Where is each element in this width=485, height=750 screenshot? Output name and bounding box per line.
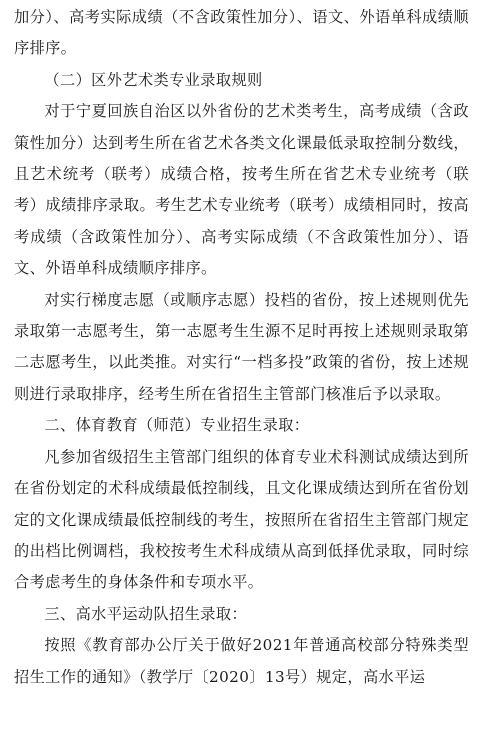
paragraph-pe-admission: 凡参加省级招生主管部门组织的体育专业术科测试成绩达到所在省份划定的术科成绩最低控制线，且文化课成绩达到所在省份划定的文化课成绩最低控制线的考生，按照所在省招生主管部门规定的出档比例调档，我校按考生术科成绩从高到低择优录取，同时综合考虑考生的身体条件和专项水平。 xyxy=(14,447,469,592)
paragraph-art-admission-rules: 对于宁夏回族自治区以外省份的艺术类考生，高考成绩（含政策性加分）达到考生所在省艺术各类文化课最低录取控制分数线，且艺术统考（联考）成绩合格，按考生所在省艺术专业统考（联考）成绩排序录取。考生艺术专业统考（联考）成绩相同时，按高考成绩（含政策性加分）、高考实际成绩（不含政策性加分）、语文、外语单科成绩顺序排序。 xyxy=(14,102,469,278)
section-heading-art-outside-region: （二）区外艺术类专业录取规则 xyxy=(44,70,263,89)
paragraph-sports-team-notice: 按照《教育部办公厅关于做好2021年普通高校部分特殊类型招生工作的通知》（教学厅〔2020〕13号）规定，高水平运 xyxy=(14,636,469,686)
paragraph-1: 加分）、高考实际成绩（不含政策性加分）、语文、外语单科成绩顺序排序。 xyxy=(14,8,469,58)
section-heading-pe-education: 二、体育教育（师范）专业招生录取： xyxy=(44,416,310,435)
section-heading-sports-team: 三、高水平运动队招生录取： xyxy=(44,604,248,623)
paragraph-preference-rules: 对实行梯度志愿（或顺序志愿）投档的省份，按上述规则优先录取第一志愿考生，第一志愿考生生源不足时再按上述规则录取第二志愿考生，以此类推。对实行“一档多投”政策的省份，按上述规则进行录取排序，经考生所在省招生主管部门核准后予以录取。 xyxy=(14,290,469,403)
